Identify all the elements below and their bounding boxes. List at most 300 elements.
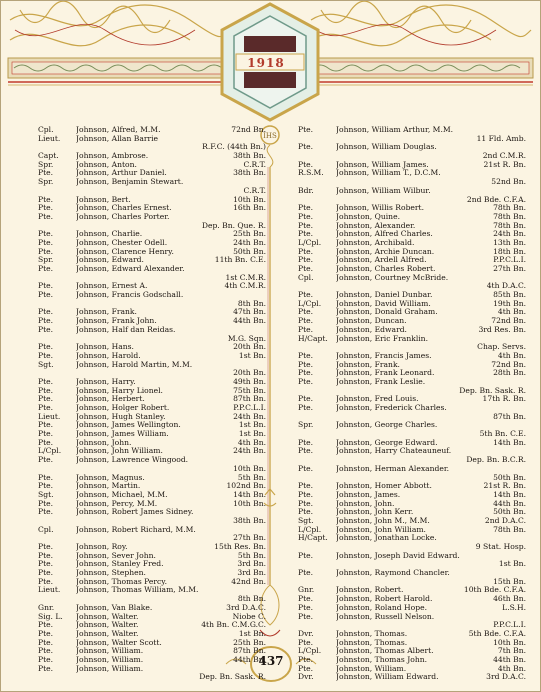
unit: 1st Bn. xyxy=(238,628,266,638)
rank: Pte. xyxy=(38,211,54,221)
roll-entry xyxy=(298,256,526,265)
soldier-name: Johnston, William Edward. xyxy=(336,673,439,682)
rank: Pte. xyxy=(38,342,54,352)
rank: Pte. xyxy=(38,281,54,291)
soldier-name: Johnson, Percy, M.M. xyxy=(76,499,158,508)
unit: 8th Bn. xyxy=(237,298,266,308)
rank: Spr. xyxy=(298,420,314,430)
unit: 21st R. Bn. xyxy=(483,481,526,491)
soldier-name: Johnson, Ernest A. xyxy=(76,282,148,291)
rank: L/Cpl. xyxy=(298,298,322,308)
roll-entry xyxy=(298,500,526,509)
unit: 21st R. Bn. xyxy=(483,159,526,169)
roll-entry xyxy=(298,404,526,413)
rank: Pte. xyxy=(38,646,54,656)
roll-entry xyxy=(298,604,526,613)
roll-entry xyxy=(298,526,526,535)
roll-entry xyxy=(38,291,266,300)
unit: 85th Bn. xyxy=(493,290,526,300)
rank: Pte. xyxy=(298,394,314,404)
roll-entry xyxy=(298,222,526,231)
unit: 3rd D.A.C. xyxy=(486,672,526,682)
unit: 78th Bn. xyxy=(493,524,526,534)
unit: 10th Bn. xyxy=(233,463,266,473)
unit: 10th Bn. xyxy=(233,498,266,508)
unit: 1st Bn. xyxy=(238,350,266,360)
unit: 78th Bn. xyxy=(493,220,526,230)
roll-entry xyxy=(38,256,266,265)
soldier-name: Johnston, Frederick Charles. xyxy=(336,404,447,412)
unit: 102nd Bn. xyxy=(226,481,266,491)
soldier-name: Johnson, Stephen. xyxy=(76,569,146,578)
soldier-name: Johnston, George Charles. xyxy=(336,421,438,430)
unit: 16th Bn. xyxy=(233,203,266,213)
soldier-name: Johnson, Robert James Sidney. xyxy=(76,508,194,517)
roll-entry xyxy=(38,187,266,196)
unit: 8th Bn. xyxy=(237,594,266,604)
rank: Pte. xyxy=(38,429,54,439)
rank: Dvr. xyxy=(298,672,314,682)
rank: L/Cpl. xyxy=(298,524,322,534)
soldier-name: Johnson, Harry. xyxy=(76,377,136,386)
soldier-name: Johnson, Sever John. xyxy=(76,551,156,560)
roll-entry xyxy=(298,560,526,569)
soldier-name: Johnson, Stanley Fred. xyxy=(76,560,164,569)
soldier-name: Johnson, Bert. xyxy=(76,195,131,204)
roll-entry xyxy=(38,500,266,509)
roll-entry xyxy=(38,300,266,309)
roll-entry xyxy=(298,569,526,578)
unit: 50th Bn. xyxy=(493,507,526,517)
roll-entry xyxy=(38,447,266,456)
roll-entry xyxy=(38,152,266,161)
unit: 78th Bn. xyxy=(493,211,526,221)
rank: Pte. xyxy=(38,168,54,178)
roll-entry xyxy=(38,586,266,595)
soldier-name: Johnson, Allan Barrie xyxy=(76,134,159,143)
rank: Lieut. xyxy=(38,585,61,595)
unit: 4th Bn. xyxy=(497,307,526,317)
rank: Pte. xyxy=(38,264,54,273)
soldier-name: Johnson, Michael, M.M. xyxy=(76,490,168,499)
left-name-column xyxy=(38,126,266,682)
soldier-name: Johnson, William James. xyxy=(336,160,429,169)
roll-entry xyxy=(38,308,266,317)
roll-entry xyxy=(298,326,526,335)
rank: Pte. xyxy=(38,203,54,213)
unit: 11th Bn. C.E. xyxy=(214,255,266,265)
rank: Pte. xyxy=(298,498,314,508)
soldier-name xyxy=(336,560,526,569)
soldier-name: Johnson, Frank. xyxy=(76,308,137,317)
unit: 75th Bn. xyxy=(233,385,266,395)
soldier-name: Johnston, Eric Franklin. xyxy=(336,334,428,343)
roll-entry xyxy=(298,639,526,648)
soldier-name: Johnston, John. xyxy=(336,499,395,508)
soldier-name: Johnson, Herbert. xyxy=(76,395,145,404)
unit: 24th Bn. xyxy=(233,237,266,247)
rank: Pte. xyxy=(38,324,54,334)
roll-entry xyxy=(298,552,526,561)
rank: Pte. xyxy=(38,455,54,465)
unit: 42nd Bn. xyxy=(231,576,266,586)
roll-entry xyxy=(38,387,266,396)
roll-entry xyxy=(298,630,526,639)
rank: Pte. xyxy=(298,316,314,326)
unit: 5th Bn. xyxy=(237,472,266,482)
rank: Pte. xyxy=(38,246,54,256)
soldier-name: Johnson, James William. xyxy=(76,430,169,439)
rank: Pte. xyxy=(298,125,314,134)
rank: Dvr. xyxy=(298,628,314,638)
roll-entry xyxy=(298,430,526,439)
unit: 10th Bn. xyxy=(233,194,266,204)
roll-entry xyxy=(38,517,266,526)
soldier-name: Johnson, Charlie. xyxy=(76,230,143,239)
roll-entry xyxy=(38,543,266,552)
roll-entry xyxy=(298,517,526,526)
soldier-name: Johnson, Alfred, M.M. xyxy=(76,126,161,134)
rank: Gnr. xyxy=(38,602,55,612)
roll-entry xyxy=(298,291,526,300)
unit: 2nd C.M.R. xyxy=(482,151,526,161)
roll-entry xyxy=(38,352,266,361)
rank: Pte. xyxy=(298,403,314,412)
rank: Spr. xyxy=(38,159,54,169)
soldier-name: Johnston, Roland Hope. xyxy=(336,603,428,612)
roll-entry xyxy=(298,300,526,309)
rank: Pte. xyxy=(38,628,54,638)
rank: Pte. xyxy=(298,489,314,499)
rank: Pte. xyxy=(38,376,54,386)
unit: 2nd Bde. C.F.A. xyxy=(466,194,526,204)
rank: Pte. xyxy=(38,620,54,630)
rank: Pte. xyxy=(298,246,314,256)
roll-entry xyxy=(38,361,266,370)
rank: Pte. xyxy=(298,663,314,673)
soldier-name: Johnston, Jonathan Locke. xyxy=(336,534,437,543)
roll-entry xyxy=(38,526,266,535)
unit: 14th Bn. xyxy=(233,489,266,499)
soldier-name: Johnston, Alexander. xyxy=(336,221,416,230)
soldier-name: Johnson, Charles Porter. xyxy=(76,212,170,221)
rank: Spr. xyxy=(38,177,54,187)
soldier-name: Johnston, Alfred Charles. xyxy=(336,230,433,239)
svg-text:IHS: IHS xyxy=(263,132,277,140)
soldier-name: Johnson, William Douglas. xyxy=(336,143,437,152)
soldier-name: Johnson, Walter. xyxy=(76,621,139,630)
soldier-name: Johnston, Quine. xyxy=(336,212,400,221)
roll-entry xyxy=(298,196,526,205)
roll-entry xyxy=(298,178,526,187)
soldier-name: Johnson, John. xyxy=(76,438,132,447)
unit: 44th Bn. xyxy=(233,316,266,326)
rank: Pte. xyxy=(38,576,54,586)
rank: Pte. xyxy=(298,376,314,386)
unit: 87th Bn. xyxy=(233,646,266,656)
unit: Niobe C. xyxy=(232,611,266,621)
soldier-name: Johnson, William. xyxy=(76,647,144,656)
soldier-name: Johnston, Donald Graham. xyxy=(336,308,438,317)
soldier-name: Johnston, Courtney McBride. xyxy=(336,273,449,282)
roll-entry xyxy=(38,282,266,291)
soldier-name: Johnston, John M., M.M. xyxy=(336,516,430,525)
rank: Cpl. xyxy=(38,125,54,134)
rank: Pte. xyxy=(38,559,54,569)
soldier-name: Johnson, Hans. xyxy=(76,343,134,352)
soldier-name: Johnson, Lawrence Wingood. xyxy=(76,456,189,465)
rank: Cpl. xyxy=(38,524,54,534)
rank: Sig. L. xyxy=(38,611,63,621)
soldier-name: Johnson, Harry Lionel. xyxy=(76,386,163,395)
roll-entry xyxy=(38,656,266,665)
soldier-name: Johnston, Daniel Dunbar. xyxy=(336,291,433,300)
rank: R.S.M. xyxy=(298,168,324,178)
rank: H/Capt. xyxy=(298,333,328,343)
roll-entry xyxy=(298,395,526,404)
rank: Pte. xyxy=(298,220,314,230)
soldier-name: Johnson, Holger Robert. xyxy=(76,404,170,412)
soldier-name: Johnson, William T., D.C.M. xyxy=(336,169,441,178)
unit: Dep. Bn. Sask. R. xyxy=(459,385,526,395)
roll-entry xyxy=(38,196,266,205)
soldier-name: Johnston, William. xyxy=(336,664,407,673)
soldier-name: Johnson, Walter. xyxy=(76,629,139,638)
roll-entry xyxy=(38,161,266,170)
rank: Gnr. xyxy=(298,585,315,595)
soldier-name: Johnston, Duncan. xyxy=(336,317,407,326)
unit: 3rd Res. Bn. xyxy=(478,324,526,334)
rank: Pte. xyxy=(298,359,314,369)
rank: Pte. xyxy=(298,637,314,647)
rank: Pte. xyxy=(298,324,314,334)
rank: Pte. xyxy=(38,654,54,664)
rank: Pte. xyxy=(298,211,314,221)
rank: Sgt. xyxy=(38,489,54,499)
roll-entry xyxy=(38,378,266,387)
soldier-name: Johnson, William Arthur, M.M. xyxy=(336,126,454,134)
roll-entry xyxy=(38,343,266,352)
unit: P.P.C.L.I. xyxy=(493,255,526,265)
roll-entry xyxy=(38,317,266,326)
soldier-name: Johnson, Frank John. xyxy=(76,317,157,326)
rank: Pte. xyxy=(38,420,54,430)
roll-entry xyxy=(298,248,526,257)
unit: 20th Bn. xyxy=(233,368,266,378)
soldier-name: Johnson, Chester Odell. xyxy=(76,238,168,247)
unit: 10th Bn. xyxy=(493,637,526,647)
roll-entry xyxy=(298,135,526,144)
rank: Pte. xyxy=(38,385,54,395)
roll-entry xyxy=(38,126,266,135)
unit: 20th Bn. xyxy=(233,342,266,352)
rank: Pte. xyxy=(298,602,314,612)
unit: 46th Bn. xyxy=(493,594,526,604)
unit: 44th Bn. xyxy=(493,654,526,664)
rank: Pte. xyxy=(38,550,54,560)
rank: Bdr. xyxy=(298,185,314,195)
unit: 1st Bn. xyxy=(238,420,266,430)
unit: 27th Bn. xyxy=(493,264,526,273)
rank: Pte. xyxy=(298,594,314,604)
rank: Sgt. xyxy=(38,359,54,369)
roll-entry xyxy=(38,673,266,682)
rank: Pte. xyxy=(298,159,314,169)
unit: 15th Bn. xyxy=(493,576,526,586)
unit: P.P.C.L.I. xyxy=(233,403,266,412)
roll-entry xyxy=(38,560,266,569)
unit: 5th Bn. xyxy=(237,550,266,560)
roll-entry xyxy=(38,647,266,656)
soldier-name: Johnson, Edward. xyxy=(76,256,144,265)
rank: Pte. xyxy=(298,142,314,152)
roll-entry xyxy=(38,621,266,630)
unit: 15th Res. Bn. xyxy=(214,542,266,551)
right-name-column xyxy=(298,126,526,682)
rank: Pte. xyxy=(298,446,314,456)
roll-entry xyxy=(298,230,526,239)
rank: Pte. xyxy=(38,403,54,412)
soldier-name: Johnston, Thomas. xyxy=(336,638,408,647)
rank: Pte. xyxy=(38,307,54,317)
soldier-name: Johnston, Thomas. xyxy=(336,629,408,638)
unit: 24th Bn. xyxy=(233,446,266,456)
unit: 50th Bn. xyxy=(493,472,526,482)
soldier-name: Johnston, Robert Harold. xyxy=(336,595,433,604)
rank: Pte. xyxy=(38,542,54,551)
soldier-name: Johnston, Archibald. xyxy=(336,238,415,247)
rank: Pte. xyxy=(298,507,314,517)
unit: 3rd Bn. xyxy=(237,559,266,569)
unit: Dep. Bn. Que. R. xyxy=(201,220,266,230)
soldier-name: Johnson, Francis Godschall. xyxy=(76,291,184,300)
soldier-name: Johnson, William Wilbur. xyxy=(336,186,431,195)
unit: 72nd Bn. xyxy=(491,316,526,326)
unit: 10th Bde. C.F.A. xyxy=(463,585,526,595)
rank: Pte. xyxy=(298,437,314,447)
rank: L/Cpl. xyxy=(298,237,322,247)
unit: 38th Bn. xyxy=(233,151,266,161)
rank: Pte. xyxy=(38,437,54,447)
roll-entry xyxy=(298,673,526,682)
soldier-name: Johnston, George Edward. xyxy=(336,438,438,447)
roll-entry xyxy=(38,439,266,448)
unit: L.S.H. xyxy=(502,602,526,612)
unit: 14th Bn. xyxy=(493,489,526,499)
unit: 3rd Bn. xyxy=(237,568,266,578)
soldier-name: Johnson, Willis Robert. xyxy=(336,204,425,213)
soldier-name: Johnson, Hugh Stanley. xyxy=(76,412,166,421)
soldier-name: Johnson, Roy. xyxy=(76,543,128,551)
soldier-name: Johnson, John William. xyxy=(76,447,163,456)
roll-entry xyxy=(298,595,526,604)
soldier-name: Johnston, John Kerr. xyxy=(336,508,414,517)
soldier-name: Johnston, David William. xyxy=(336,299,431,308)
rank: Pte. xyxy=(298,481,314,491)
roll-entry xyxy=(38,421,266,430)
roll-entry xyxy=(298,465,526,474)
rank: Pte. xyxy=(298,229,314,239)
roll-entry xyxy=(38,630,266,639)
unit: 72nd Bn. xyxy=(491,359,526,369)
rank: Pte. xyxy=(38,568,54,578)
soldier-name: Johnston, Homer Abbott. xyxy=(336,482,432,491)
rank: Pte. xyxy=(38,507,54,517)
roll-entry xyxy=(298,439,526,448)
unit: 5th Bn. C.E. xyxy=(479,429,526,439)
roll-entry xyxy=(38,482,266,491)
roll-entry xyxy=(298,265,526,274)
roll-entry xyxy=(298,586,526,595)
soldier-name: Johnston, Ardell Alfred. xyxy=(336,256,427,265)
unit: 4th D.A.C. xyxy=(486,281,526,291)
rank: Pte. xyxy=(298,568,314,578)
roll-entry xyxy=(298,343,526,352)
soldier-name: Johnston, Raymond Chancler. xyxy=(336,569,450,578)
unit: 9 Stat. Hosp. xyxy=(475,542,526,551)
roll-entry xyxy=(38,430,266,439)
unit: 17th R. Bn. xyxy=(482,394,526,404)
soldier-name: Johnston, Thomas Albert. xyxy=(336,647,434,656)
soldier-name: Johnston, Herman Alexander. xyxy=(336,464,450,473)
unit: Dep. Bn. Sask. R. xyxy=(199,672,266,682)
roll-entry xyxy=(298,656,526,665)
soldier-name: Johnson, Half dan Reidas. xyxy=(76,325,176,334)
unit: 28th Bn. xyxy=(493,368,526,378)
soldier-name: Johnson, Van Blake. xyxy=(76,603,153,612)
soldier-name: Johnston, Frank Leslie. xyxy=(336,377,426,386)
unit: 52nd Bn. xyxy=(491,177,526,187)
soldier-name: Johnston, James. xyxy=(336,490,401,499)
rank: Pte. xyxy=(298,350,314,360)
roll-entry xyxy=(38,239,266,248)
unit: 3rd D.A.C. xyxy=(226,602,266,612)
rank: Pte. xyxy=(298,611,314,621)
unit: 72nd Bn. xyxy=(231,125,266,134)
roll-entry xyxy=(298,213,526,222)
unit: 1st C.M.R. xyxy=(225,272,266,282)
unit: 49th Bn. xyxy=(233,376,266,386)
roll-entry xyxy=(38,456,266,465)
unit: 38th Bn. xyxy=(233,168,266,178)
unit: 4th Bn. xyxy=(237,437,266,447)
unit: M.G. Sqn. xyxy=(227,333,266,343)
roll-entry xyxy=(38,639,266,648)
unit: 4th Bn. xyxy=(497,350,526,360)
unit: 44th Bn. xyxy=(493,498,526,508)
rank: Spr. xyxy=(38,255,54,265)
soldier-name: Johnston, Joseph David Edward. xyxy=(336,551,460,560)
roll-entry xyxy=(38,395,266,404)
rank: Lieut. xyxy=(38,133,61,143)
soldier-name: Johnston, Fred Louis. xyxy=(336,395,419,404)
rank: Pte. xyxy=(38,481,54,491)
roll-entry xyxy=(298,204,526,213)
rank: Pte. xyxy=(298,203,314,213)
soldier-name: Johnson, Martin. xyxy=(76,482,141,491)
roll-entry xyxy=(38,178,266,187)
year-label: 1918 xyxy=(247,56,285,70)
rank: Pte. xyxy=(38,229,54,239)
roll-entry xyxy=(298,613,526,622)
rank: Pte. xyxy=(38,237,54,247)
roll-entry xyxy=(38,404,266,413)
rank: Pte. xyxy=(38,290,54,300)
unit: 38th Bn. xyxy=(233,515,266,525)
unit: 11 Fld. Amb. xyxy=(476,133,526,143)
unit: 19th Bn. xyxy=(493,298,526,308)
rank: Pte. xyxy=(38,637,54,647)
